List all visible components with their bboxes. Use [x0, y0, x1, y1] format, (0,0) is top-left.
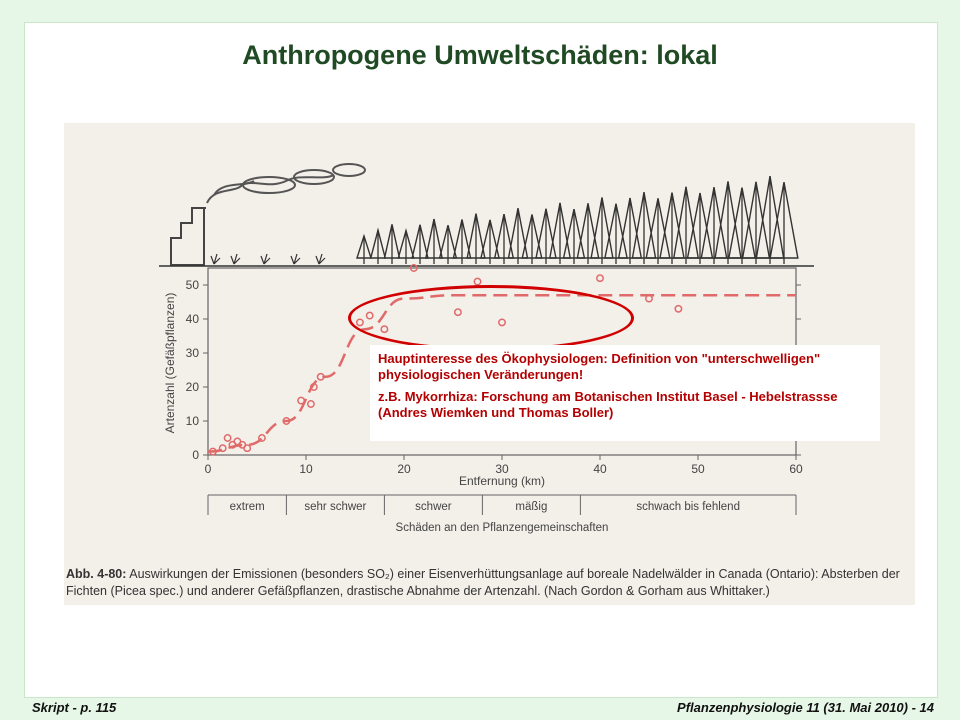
zone-label: schwach bis fehlend [636, 501, 740, 513]
x-axis-label: Entfernung (km) [458, 474, 546, 488]
y-axis-label: Artenzahl (Gefäßpflanzen) [163, 292, 177, 434]
spruce-tree [756, 176, 783, 264]
y-tick-label: 0 [192, 448, 199, 462]
y-tick-label: 50 [185, 278, 199, 292]
y-tick-label: 10 [185, 414, 199, 428]
spruce-tree [743, 182, 770, 264]
caption-label: Abb. 4-80: [66, 567, 127, 581]
spruce-tree [770, 182, 798, 264]
data-point [298, 397, 304, 403]
caption-text: Auswirkungen der Emissionen (besonders SO₂) einer Eisenverhüttungsanlage auf boreale Nadelwälder in Canada (Ontario): Absterben der Fichten (Picea spec.) und anderer Gefäßpflanzen, drastische Abnahme der Artenzahl. (Nach Gordon & Gorham aus Whittaker.) [66, 567, 900, 598]
zone-label: sehr schwer [304, 501, 367, 513]
spruce-tree [522, 215, 541, 264]
smokestack-icon [171, 175, 334, 265]
data-point [244, 445, 250, 451]
callout-line-2: z.B. Mykorrhiza: Forschung am Botanischen Institut Basel - Hebelstrassse (Andres Wiemken und Thomas Boller) [378, 389, 838, 420]
x-tick-label: 60 [789, 462, 803, 476]
spruce-tree [385, 224, 400, 264]
spruce-tree [495, 214, 514, 264]
landscape-illustration [159, 164, 814, 266]
spruce-tree [591, 198, 613, 264]
zone-label: mäßig [515, 501, 548, 513]
spruce-tree [357, 236, 371, 264]
data-point [220, 445, 226, 451]
spruce-tree [508, 208, 527, 264]
spruce-tree [715, 181, 741, 264]
shrub [316, 254, 325, 264]
x-tick-label: 20 [397, 462, 411, 476]
x-tick-label: 10 [299, 462, 313, 476]
data-point [474, 278, 480, 284]
damage-axis-label: Schäden an den Pflanzengemeinschaften [395, 522, 609, 534]
zone-label: schwer [415, 501, 452, 513]
y-tick-label: 40 [185, 312, 199, 326]
shrub [211, 254, 220, 264]
shrub [231, 254, 240, 264]
spruce-tree [729, 188, 755, 264]
data-point [308, 401, 314, 407]
spruce-tree [398, 231, 413, 264]
slide-title: Anthropogene Umweltschäden: lokal [242, 40, 718, 70]
data-point [224, 435, 230, 441]
spruce-tree [646, 198, 670, 264]
spruce-trees-icon [211, 176, 798, 264]
y-tick-label: 20 [185, 380, 199, 394]
damage-zones [208, 495, 796, 515]
x-tick-label: 30 [495, 462, 509, 476]
clouds-icon [243, 164, 365, 193]
footer-script-ref: Skript - p. 115 [32, 700, 117, 715]
x-tick-label: 50 [691, 462, 705, 476]
spruce-tree [536, 209, 556, 264]
spruce-tree [701, 187, 726, 264]
data-point [259, 435, 265, 441]
shrub [261, 254, 270, 264]
spruce-tree [550, 203, 570, 264]
data-point [675, 306, 681, 312]
shrub [291, 254, 300, 264]
data-point [597, 275, 603, 281]
figure-caption [66, 566, 911, 600]
callout-line-1: Hauptinteresse des Ökophysiologen: Definition von "unterschwelligen" physiologischen Veränderungen! [378, 351, 821, 382]
spruce-tree [688, 193, 713, 264]
annotation-callout [370, 345, 880, 441]
x-tick-label: 40 [593, 462, 607, 476]
highlight-ellipse [348, 285, 634, 351]
zone-label: extrem [229, 501, 265, 513]
x-tick-label: 0 [204, 462, 212, 476]
y-tick-label: 30 [185, 346, 199, 360]
spruce-tree [371, 230, 385, 264]
footer-course-ref: Pflanzenphysiologie 11 (31. Mai 2010) - 14 [677, 700, 934, 715]
